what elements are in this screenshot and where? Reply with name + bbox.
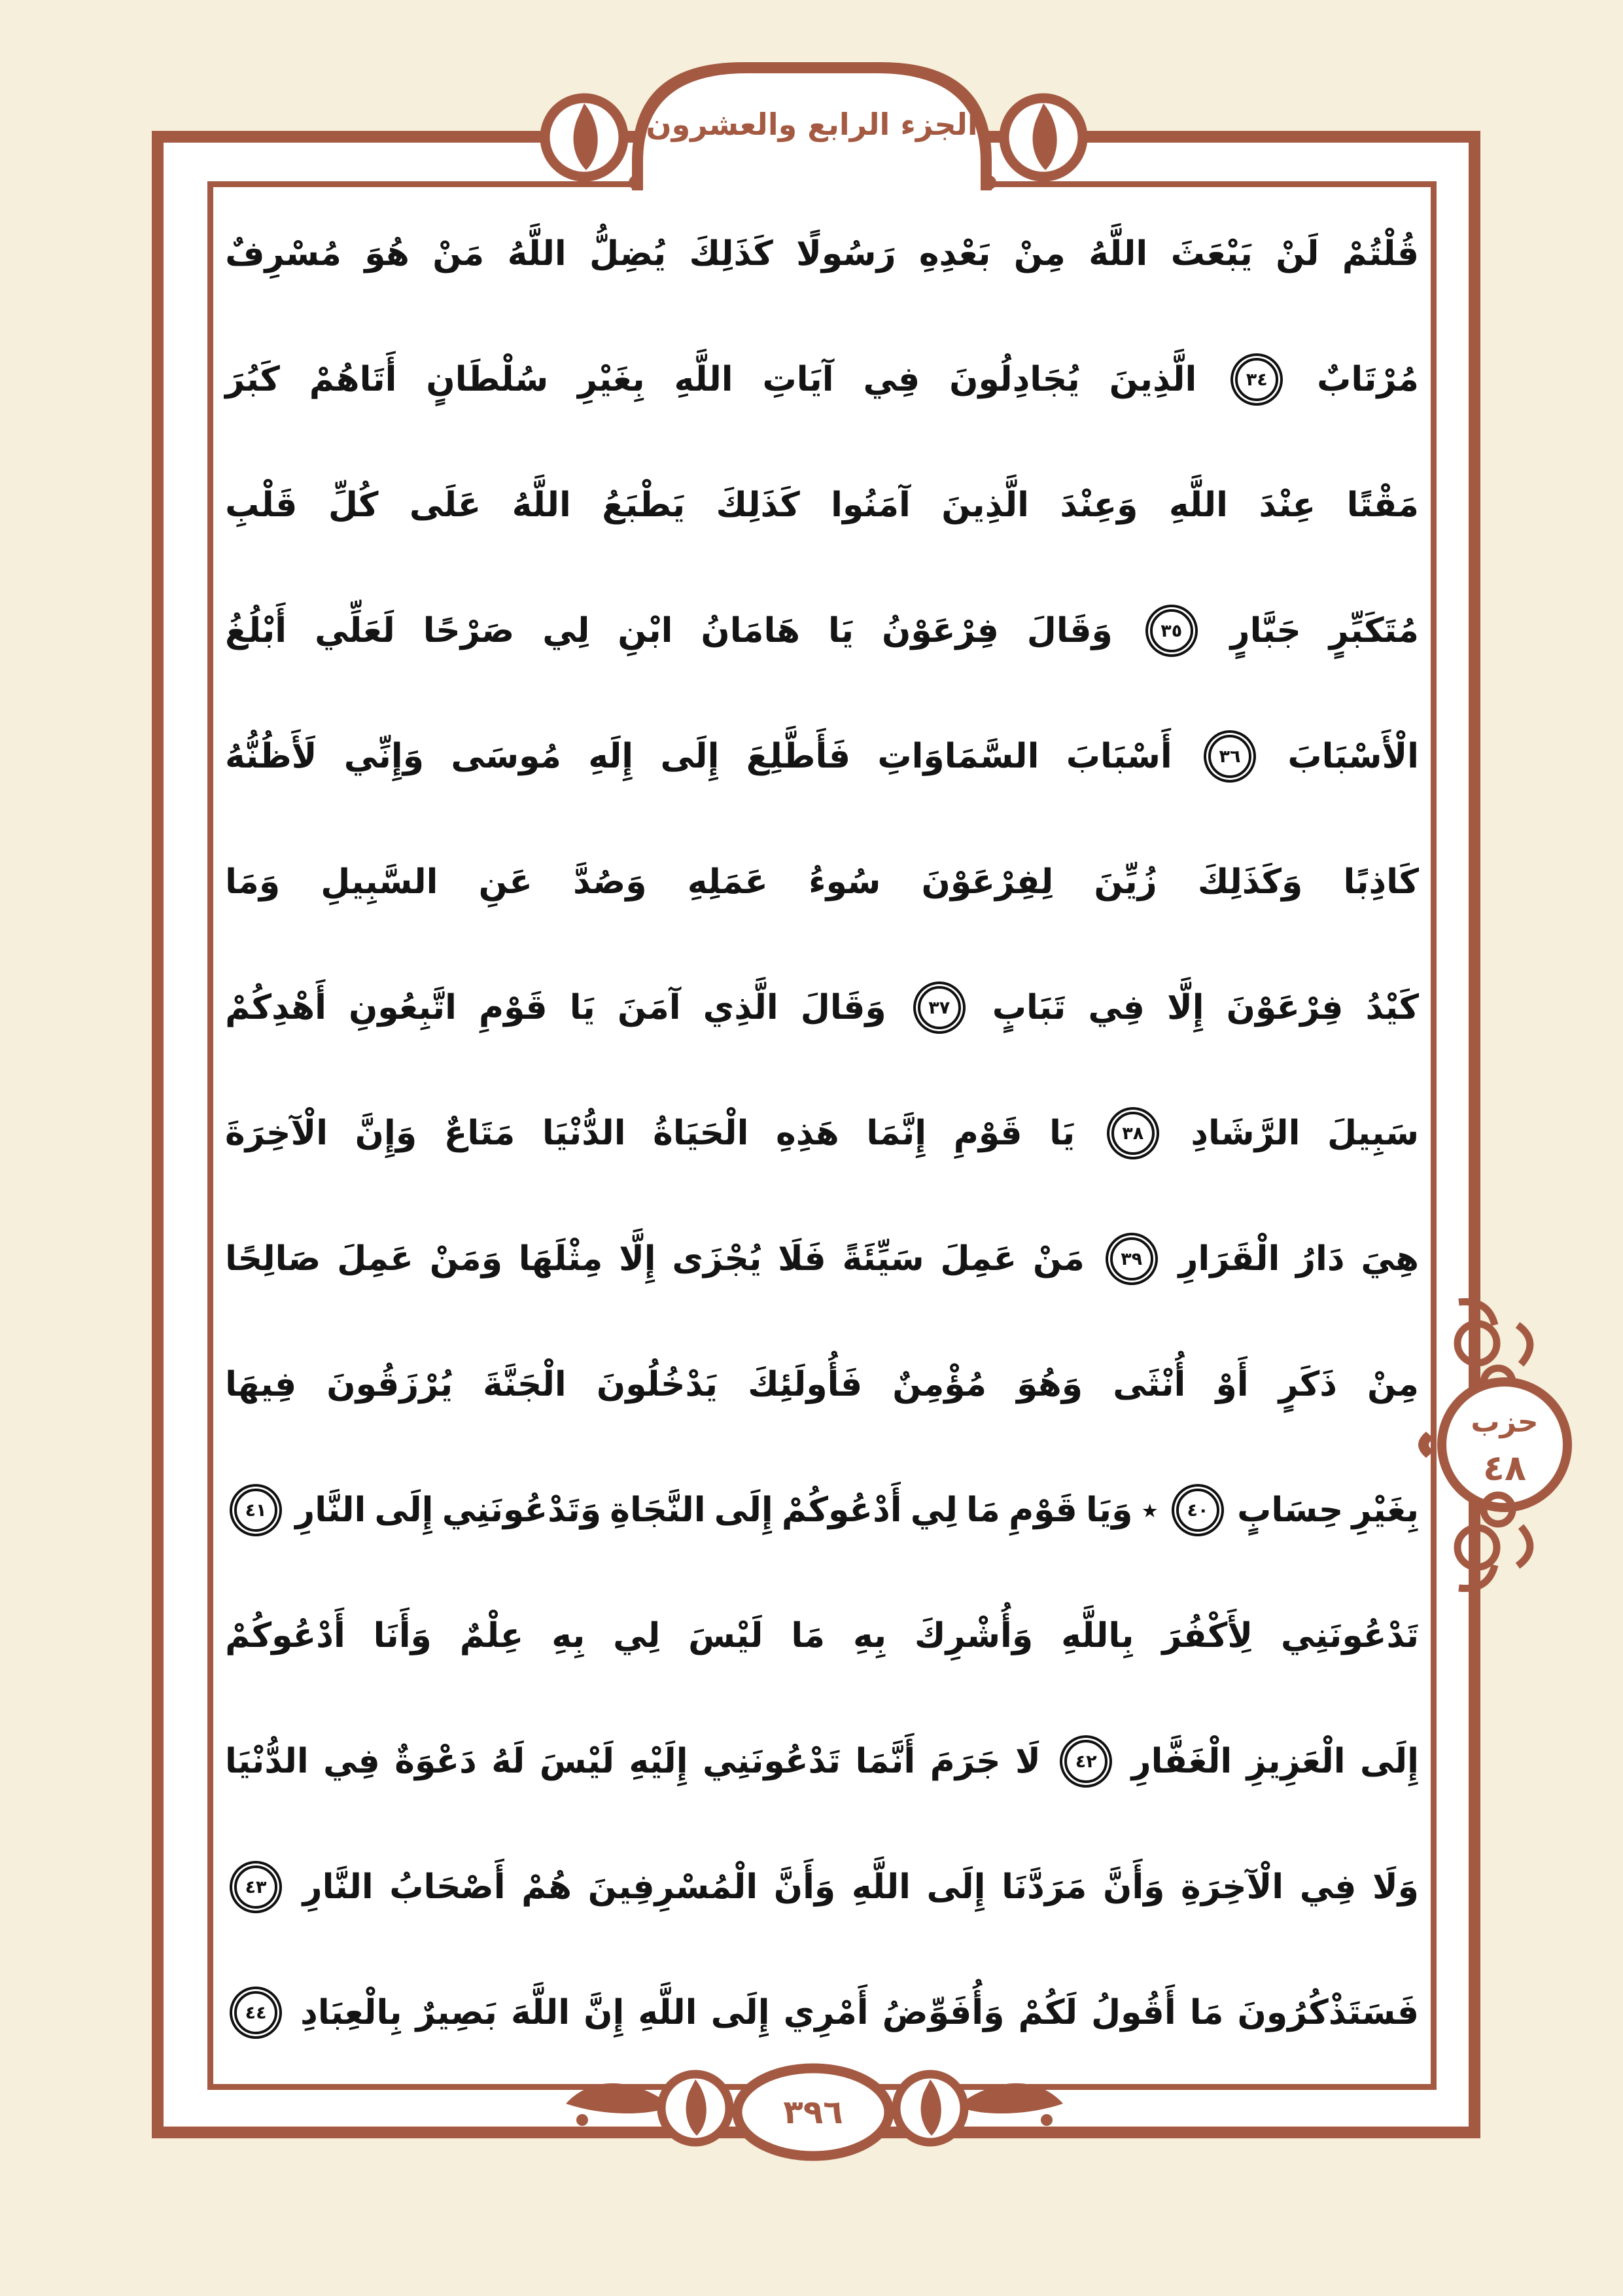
hizb-star-icon: ٭ [1141,1492,1159,1528]
quran-word: آيَاتِ [762,360,834,399]
quran-word: اللَّهُ [1089,234,1148,274]
quran-word: أَبْلُغُ [225,611,287,650]
ayah-marker [1176,1489,1219,1532]
quran-word: يُجْزَى [672,1239,762,1279]
quran-word: كَبُرَ [225,360,280,399]
quran-word: مُؤْمِنٌ [892,1365,987,1404]
quran-word: عَمَلِهِ [687,862,768,902]
quran-word: يَدْخُلُونَ [596,1365,718,1404]
quran-word: الْمُسْرِفِينَ [587,1867,758,1907]
quran-word: إِلَى [926,1867,986,1907]
quran-word: وَأُشْرِكَ [914,1616,1034,1655]
quran-word: قَلْبِ [225,486,298,525]
quran-word: دَعْوَةٌ [394,1742,477,1781]
quran-word: لَا [1015,1742,1041,1781]
quran-word: صَرْحًا [423,611,515,650]
hizb-label: حزب [1471,1405,1539,1439]
quran-word: هِيَ [1361,1239,1419,1279]
quran-word: وَقَالَ [800,988,886,1027]
quran-word: مَنْ [432,234,485,274]
quran-word: سَيِّئَةً [842,1239,924,1279]
quran-word: فِي [863,360,920,399]
wing-ornament-right [967,2083,1063,2113]
quran-word: مِنْ [1367,1365,1419,1404]
ayah-number: ٣٩ [1121,1248,1143,1269]
quran-word: رَسُولًا [796,234,896,274]
quran-word: فِرْعَوْنَ [1226,988,1344,1027]
quran-word: لَهُ [491,1742,525,1781]
quran-word: بِغَيْرِ [578,360,645,399]
quran-word: لِأَكْفُرَ [1162,1616,1253,1655]
quran-word: اتَّبِعُونِ [349,988,457,1027]
quran-word: يَا [1049,1114,1075,1153]
quran-word: عِلْمٌ [459,1616,524,1655]
quran-word: أَمْرِي [783,1993,869,2032]
quran-word: إِلَى [714,1491,773,1530]
quran-word: تَدْعُونَنِي [702,1742,841,1781]
quran-word: مَرَدَّنَا [1002,1867,1087,1907]
ayah-number: ٤٠ [1187,1500,1209,1521]
ayah-marker [1150,609,1193,652]
quran-word: زُيِّنَ [1094,862,1157,902]
ayah-marker [234,1489,277,1532]
quran-word: اللَّهِ [1168,486,1229,525]
quran-word: وَإِنِّي [343,737,425,776]
quran-word: قَوْمِ [478,988,548,1027]
quran-word: الَّذِينَ [941,486,1029,525]
quran-word: كُلِّ [328,486,379,525]
quran-word: السَّبِيلِ [321,862,438,902]
quran-word: يَا [569,988,595,1027]
quran-word: لَأَظُنُّهُ [225,737,317,776]
quran-word: أَصْحَابُ [389,1867,506,1907]
ayah-number: ٤١ [245,1500,267,1521]
quran-line [220,317,1424,442]
quran-word: يَا [828,611,854,650]
quran-word: الْآخِرَةِ [1181,1867,1284,1907]
quran-word: إِلَى [374,1491,434,1530]
quran-word: ذَكَرٍ [1278,1365,1337,1404]
quran-word: هَذِهِ [776,1114,839,1153]
quran-word: السَّمَاوَاتِ [877,737,1039,776]
quran-word: لَيْسَ [688,1616,763,1655]
quran-word: اللَّهِ [674,360,733,399]
quran-word: وَأَنَّ [773,1867,836,1907]
quran-word: يَطْبَعُ [602,486,686,525]
quran-word: تَبَابٍ [992,988,1066,1027]
quran-word: الدُّنْيَا [542,1114,626,1153]
quran-line [220,1573,1424,1699]
quran-word: مُسْرِفٌ [225,234,341,274]
ayah-number: ٣٤ [1246,369,1268,390]
quran-word: مَنْ [1032,1239,1085,1279]
quran-line [220,1070,1424,1196]
quran-line [220,568,1424,694]
quran-word: بَعْدِهِ [918,234,991,274]
quran-word: النَّارِ [295,1491,366,1530]
juz-title: الجزء الرابع والعشرون [646,107,978,142]
bracket-icon [1418,1432,1434,1458]
quran-word: كَاذِبًا [1343,862,1419,902]
quran-word: عِنْدَ [1259,486,1316,525]
quran-word: تَدْعُونَنِي [1280,1616,1419,1655]
quran-word: مِنْ [1013,234,1066,274]
ayah-marker [1064,1740,1108,1783]
quran-line [220,1322,1424,1447]
quran-line [220,694,1424,819]
quran-word: أَدْعُوكُمْ [225,1616,345,1655]
quran-word: لَيْسَ [539,1742,614,1781]
quran-line [220,1196,1424,1322]
quran-word: لِي [613,1616,661,1655]
quran-word: إِنَّمَا [866,1114,927,1153]
quran-line [220,819,1424,945]
quran-line [220,1447,1424,1573]
quran-line [220,191,1424,317]
ayah-number: ٤٣ [245,1877,267,1898]
quran-word: فَأَطَّلِعَ [746,737,851,776]
quran-word: اللَّهُ [507,234,567,274]
quran-word: سُلْطَانٍ [426,360,549,399]
quran-lines [220,191,1424,2079]
quran-word: الْآخِرَةَ [225,1114,328,1153]
quran-word: لَعَلِّي [315,611,395,650]
quran-word: أَقُولُ [1091,1993,1176,2032]
quran-word: لَكُمْ [1018,1993,1077,2032]
ayah-marker [1235,358,1278,401]
quran-word: بِاللَّهِ [1061,1616,1134,1655]
ayah-marker [1111,1112,1155,1155]
quran-word: وَعِنْدَ [1060,486,1138,525]
quran-word: فَسَتَذْكُرُونَ [1237,1993,1419,2032]
quran-word: بِهِ [852,1616,887,1655]
quran-word: بِغَيْرِ [1352,1491,1419,1530]
quran-word: الدُّنْيَا [225,1742,309,1781]
quran-word: الْقَرَارِ [1178,1239,1280,1279]
quran-word: مُوسَى [451,737,561,776]
quran-word: الَّذِينَ [1109,360,1197,399]
ayah-marker [1208,735,1251,778]
quran-line [220,945,1424,1070]
quran-word: الَّذِي [703,988,778,1027]
ayah-number: ٤٢ [1075,1751,1097,1772]
quran-word: وَأَنَا [373,1616,432,1655]
quran-word: النَّجَاةِ [610,1491,706,1530]
quran-word: الرَّشَادِ [1191,1114,1300,1153]
quran-word: وَقَالَ [1026,611,1113,650]
quran-word: فِرْعَوْنُ [881,611,999,650]
quran-word: كَذَلِكَ [716,486,800,525]
quran-word: لِي [910,1491,958,1530]
quran-word: اللَّهِ [851,1867,911,1907]
quran-word: فَأُولَئِكَ [748,1365,863,1404]
quran-line [220,1699,1424,1824]
quran-word: الْأَسْبَابَ [1287,737,1419,776]
quran-word: سُوءُ [809,862,881,902]
quran-word: إِلَهِ [588,737,634,776]
quran-word: فَلَا [778,1239,826,1279]
wing-ornament-left [566,2083,662,2113]
quran-word: عَمِلَ [337,1239,413,1279]
quran-word: عَلَى [409,486,481,525]
quran-word: حِسَابٍ [1237,1491,1344,1530]
quran-word: لِي [542,611,590,650]
quran-word: إِلَيْهِ [629,1742,688,1781]
quran-word: لَنْ [1276,234,1319,274]
ayah-marker [918,986,961,1029]
ayah-number: ٣٦ [1219,746,1241,767]
quran-word: لِفِرْعَوْنَ [921,862,1054,902]
quran-word: وَهُوَ [1017,1365,1083,1404]
quran-word: إِلَى [660,737,720,776]
quran-word: إِلَى [1360,1742,1419,1781]
quran-word: جَبَّارٍ [1230,611,1301,650]
ayah-number: ٣٧ [928,997,951,1018]
quran-word: يُضِلُّ [589,234,667,274]
quran-word: وَتَدْعُونَنِي [442,1491,602,1530]
quran-word: إِنَّ [584,1993,625,2032]
ayah-number: ٣٥ [1161,620,1183,641]
quran-word: دَارُ [1296,1239,1345,1279]
quran-word: جَرَمَ [930,1742,1001,1781]
ayah-marker [234,1865,277,1909]
ayah-marker [234,1991,277,2034]
quran-word: إِلَى [710,1993,770,2032]
quran-word: يُرْزَقُونَ [326,1365,453,1404]
quran-word: ابْنِ [618,611,673,650]
quran-word: كَيْدُ [1365,988,1419,1027]
quran-word: أَتَاهُمْ [309,360,397,399]
quran-word: أَنَّمَا [855,1742,916,1781]
quran-word: وَإِنَّ [355,1114,417,1153]
quran-word: أُنْثَى [1113,1365,1186,1404]
quran-word: سَبِيلَ [1327,1114,1419,1153]
ayah-marker [1110,1237,1153,1280]
quran-word: صَالِحًا [225,1239,321,1279]
quran-word: اللَّهِ [638,1993,697,2032]
quran-word: إِلَّا [619,1239,656,1279]
quran-word: بِهِ [551,1616,585,1655]
quran-word: مَا [966,1491,1000,1530]
quran-word: مَا [791,1616,826,1655]
quran-word: مَتَاعٌ [444,1114,515,1153]
quran-word: هُمْ [521,1867,572,1907]
quran-word: وَأُفَوِّضُ [882,1993,1005,2032]
quran-word: أَدْعُوكُمْ [781,1491,902,1530]
quran-word: وَيَا [1086,1491,1133,1530]
quran-word: قَوْمِ [1009,1491,1077,1530]
quran-word: الْعَزِيزِ [1246,1742,1346,1781]
quran-word: مُتَكَبِّرٍ [1329,611,1419,650]
dot-ornament [1041,2114,1053,2126]
quran-word: بِالْعِبَادِ [300,1993,402,2032]
quran-word: عَنِ [478,862,532,902]
quran-word: مُرْتَابٌ [1317,360,1419,399]
quran-word: الْغَفَّارِ [1131,1742,1232,1781]
quran-word: فِي [1299,1867,1357,1907]
quran-word: وَكَذَلِكَ [1197,862,1303,902]
quran-word: كَذَلِكَ [689,234,773,274]
quran-word: فِي [1088,988,1145,1027]
quran-word: وَأَنَّ [1102,1867,1165,1907]
quran-word: وَصُدَّ [573,862,647,902]
quran-word: اللَّهُ [512,486,571,525]
quran-word: أَسْبَابَ [1066,737,1172,776]
quran-word: مَا [1189,1993,1224,2032]
quran-word: إِلَّا [1167,988,1204,1027]
quran-line [220,442,1424,568]
quran-word: هُوَ [364,234,410,274]
quran-word: يُجَادِلُونَ [949,360,1080,399]
quran-word: وَلَا [1372,1867,1419,1907]
quran-word: النَّارِ [302,1867,374,1907]
quran-word: قُلْتُمْ [1342,234,1419,274]
ayah-number: ٣٨ [1122,1123,1144,1144]
quran-word: فِي [323,1742,380,1781]
quran-word: عَمِلَ [940,1239,1017,1279]
quran-word: بَصِيرٌ [415,1993,497,2032]
page-number: ٣٩٦ [783,2093,843,2131]
quran-word: قَوْمِ [953,1114,1022,1153]
quran-word: يَبْعَثَ [1170,234,1253,274]
quran-word: اللَّهَ [510,1993,570,2032]
quran-word: آمَنَ [617,988,681,1027]
ayah-number: ٤٤ [245,2002,267,2023]
quran-word: هَامَانُ [701,611,801,650]
quran-word: مَقْتًا [1346,486,1419,525]
quran-word: وَمَا [225,862,281,902]
quran-word: فِيهَا [225,1365,297,1404]
quran-word: أَوْ [1215,1365,1249,1404]
quran-word: الْحَيَاةُ [653,1114,749,1153]
quran-line [220,1824,1424,1950]
quran-word: آمَنُوا [831,486,911,525]
quran-word: الْجَنَّةَ [483,1365,567,1404]
hizb-number: ٤٨ [1483,1447,1526,1489]
quran-word: وَمَنْ [429,1239,503,1279]
quran-word: أَهْدِكُمْ [225,988,326,1027]
quran-word: مِثْلَهَا [518,1239,603,1279]
dot-ornament [576,2114,588,2126]
